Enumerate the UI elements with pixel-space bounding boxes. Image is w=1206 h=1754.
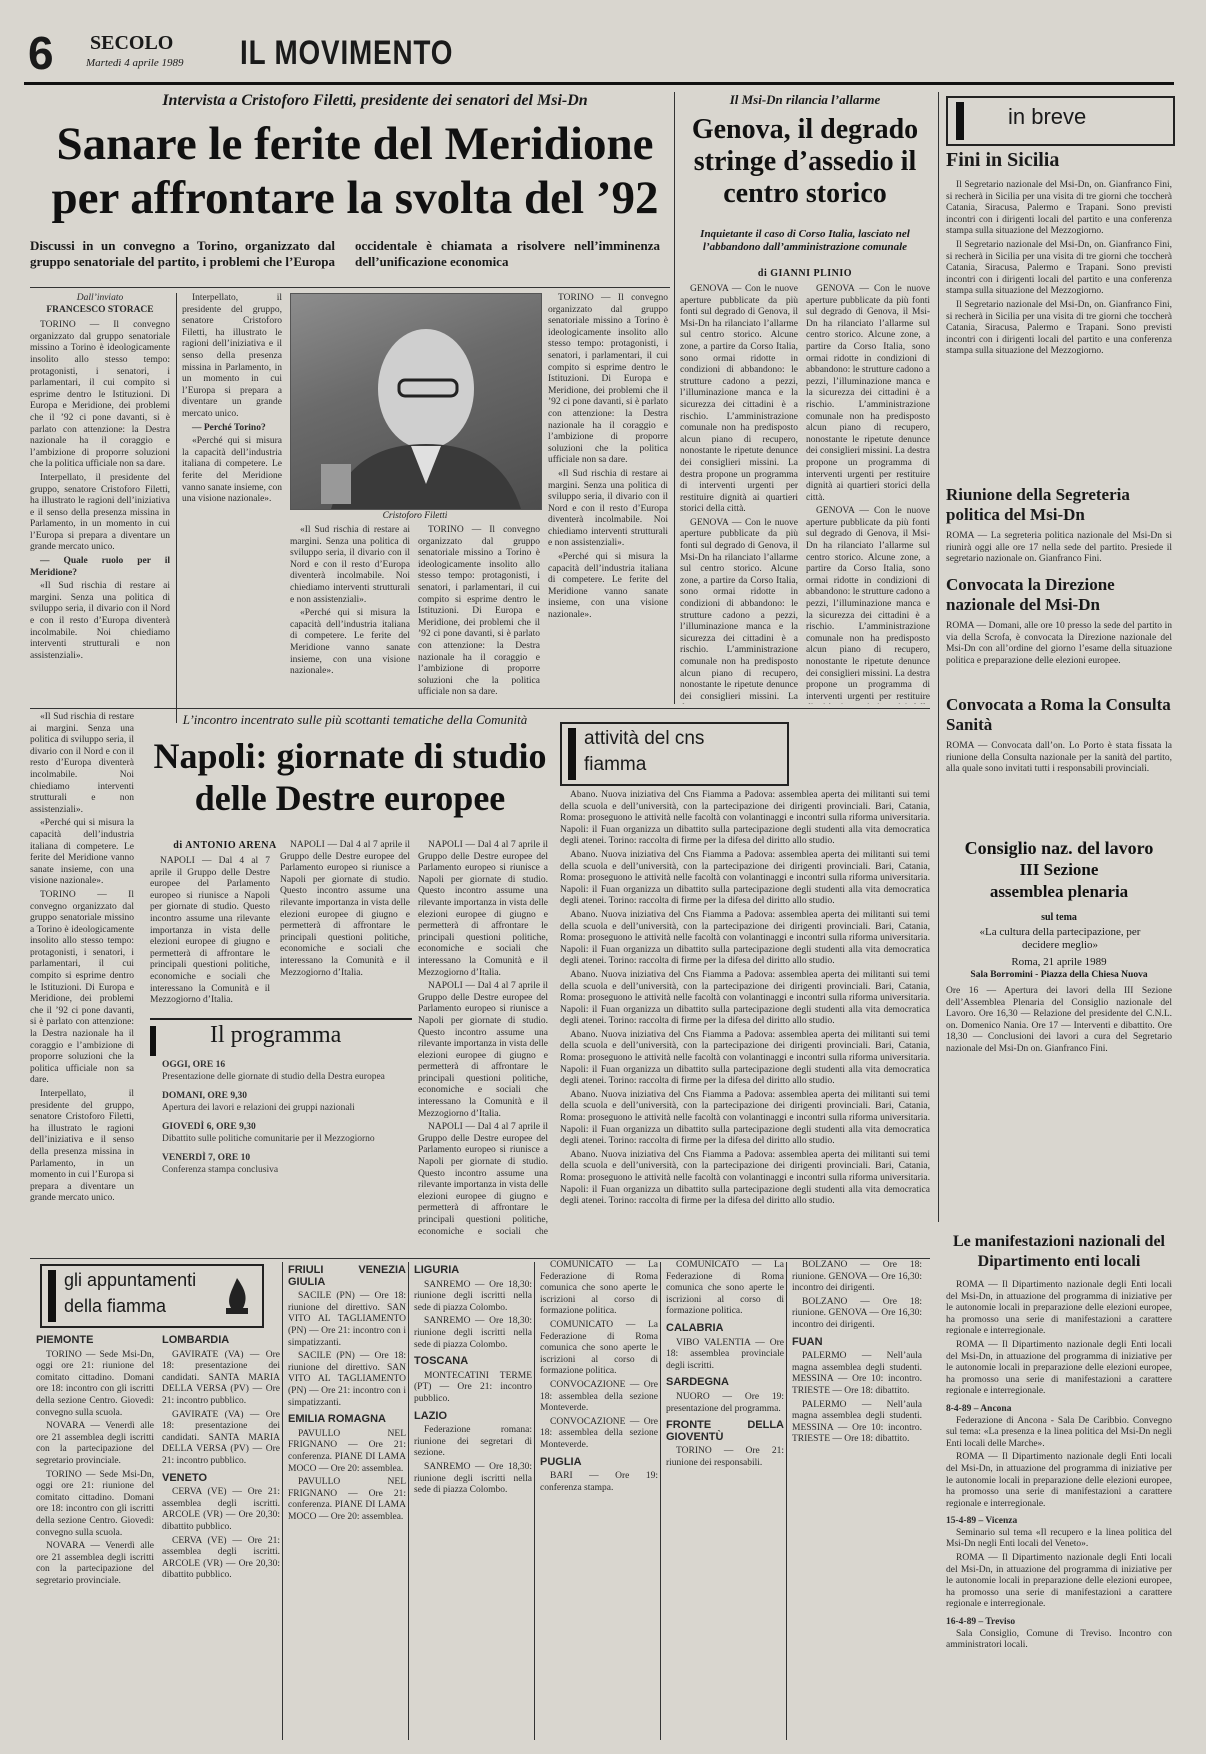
lead-column-5 [548,293,668,708]
lead-title-line1: Sanare le ferite del Meridione [56,118,654,170]
cns-body [560,790,930,1235]
appuntamento-text: MONTECATINI TERME (PT) — Ore 21: incontro pubblico. [414,1370,532,1404]
appuntamento-text: COMUNICATO — La Federazione di Roma comunica che sono aperte le iscrizioni al corso di formazione politica. [540,1260,658,1317]
lead-column-1 [30,293,170,723]
genova-kicker: Il Msi-Dn rilancia l’allarme [729,92,881,107]
region-heading: FRIULI VENEZIA GIULIA [288,1264,406,1288]
programma-title: Il programma [210,1022,342,1048]
inbreve-title-4: Convocata a Roma la Consulta Sanità [946,695,1171,734]
programma-line-3: DOMANI, ORE 9,30 [162,1091,247,1101]
region-heading: PIEMONTE [36,1334,94,1346]
napoli-text-2: NAPOLI — Dal 4 al 7 aprile il Gruppo delle Destre europee del Parlamento europeo si riunisce a Napoli per giornate di studio. Questo incontro assume una rilevante importanza in vista delle elezioni europee di giugno e permetterà di affrontare le principali questioni politiche, economiche e sociali che interessano la Comunità e il Mezzogiorno d’Italia. [280,840,410,978]
lead-byline-name: FRANCESCO STORACE [46,304,154,315]
region-heading: FUAN [792,1335,823,1348]
programma-line-7: VENERDÌ 7, ORE 10 [162,1153,251,1163]
appuntamento-text: PAVULLO NEL FRIGNANO — Ore 21: conferenza. PIANE DI LAMA MOCO — Ore 20: assemblea. [288,1477,406,1522]
enti-event3-text: Sala Consiglio, Comune di Treviso. Incontro con amministratori locali. [946,1628,1172,1651]
appuntamenti-col-5 [540,1260,658,1740]
appuntamento-text: CERVA (VE) — Ore 21: assemblea degli iscritti. ARCOLE (VR) — Ore 20,30: dibattito pubblico. [162,1487,280,1532]
region-heading: SARDEGNA [666,1376,729,1389]
section-divider [674,92,675,704]
inbreve-bar [956,102,964,140]
consiglio-body: Ore 16 — Apertura dei lavori della III Sezione dell’Assemblea Plenaria del Consiglio nazionale del Lavoro. Ore 16,30 — Relazione del presidente del C.N.L. on. Domenico Nania. Ore 17 — Interventi e dibattito. Ore 18,30 — Conclusioni dei lavori a cura del Segretario nazionale del Msi-Dn on. Gianfranco Fini. [946,986,1172,1054]
enti-body-4: ROMA — Il Dipartimento nazionale degli Enti locali del Msi-Dn, in attuazione del programma di iniziative per le autonomie locali in preparazione delle elezioni europee, ha promosso una serie di manifestazioni a carattere regionale e interregionale. [946,1553,1172,1610]
appuntamenti-col-rule [282,1262,283,1740]
appuntamenti-box [40,1264,264,1328]
inbreve-item-2 [946,485,1172,575]
genova-body-1 [680,284,798,704]
region-heading: PUGLIA [540,1455,582,1468]
consiglio-place: Sala Borromini - Piazza della Chiesa Nuova [970,970,1148,980]
cns-bar [568,728,576,780]
napoli-text-3: NAPOLI — Dal 4 al 7 aprile il Gruppo delle Destre europee del Parlamento europeo si riunisce a Napoli per giornate di studio. Questo incontro assume una rilevante importanza in vista delle elezioni europee di giugno e permetterà di affrontare le principali questioni politiche, economiche e sociali che interessano la Comunità e il Mezzogiorno d’Italia. [418,840,548,978]
appuntamento-text: BARI — Ore 19: conferenza stampa. [540,1471,658,1493]
appuntamenti-rule [30,1258,930,1259]
masthead-rule [24,82,1174,85]
programma-line-8: Conferenza stampa conclusiva [162,1164,279,1175]
inbreve-list [946,150,1172,810]
appuntamento-text: TORINO — Ore 21: riunione dei responsabili. [666,1446,784,1468]
region-heading: VENETO [162,1471,208,1484]
appuntamenti-col-7 [792,1260,922,1740]
col-divider [176,293,177,723]
inbreve-title-2: Riunione della Segreteria politica del Msi-Dn [946,485,1130,524]
genova-byline: di GIANNI PLINIO [757,268,853,279]
lead-title-line2: per affrontare la svolta del ’92 [51,172,659,224]
page-number: 6 [28,27,54,79]
appuntamento-text: PALERMO — Nell’aula magna assemblea degli studenti. MESSINA — Ore 10: incontro. TRIESTE — Ore 18: dibattito. [792,1351,922,1396]
appuntamenti-col-rule [534,1262,535,1740]
programma-box [150,1018,412,1235]
appuntamento-text: SACILE (PN) — Ore 18: riunione del direttivo. SAN VITO AL TAGLIAMENTO (PN) — Ore 21: incontro con i simpatizzanti. [288,1291,406,1348]
lead-body-3: «Il Sud rischia di restare ai margini. Senza una politica di sviluppo seria, il divario con il Nord e con il resto d’Europa diventerà incolmabile. Noi chiediamo interventi strutturali e non assistenziali». [30,581,170,661]
lead-deck: Discussi in un convegno a Torino, organizzato dal gruppo senatoriale del partito, i problemi che l’Europa occidentale è chiamata a risolvere nell’imminenza dell’unificazione economica [30,238,660,269]
inbreve-title-1: Fini in Sicilia [946,150,1060,171]
appuntamento-text: SANREMO — Ore 18,30: riunione degli iscritti nella sede di piazza Colombo. [414,1316,532,1350]
inbreve-title-3: Convocata la Direzione nazionale del Msi-Dn [946,575,1115,614]
appuntamento-text: PAVULLO NEL FRIGNANO — Ore 21: conferenza. PIANE DI LAMA MOCO — Ore 20: assemblea. [288,1428,406,1474]
cns-text-5: Abano. Nuova iniziativa del Cns Fiamma a Padova: assemblea aperta dei militanti sui temi della scuola e dell’università, con la partecipazione dei dirigenti provinciali. Bari, Catania, Roma: proseguono le attività nelle facoltà con volantinaggi e incontri sulla riforma universitaria. Napoli: il Fuan organizza un dibattito sulla partecipazione degli studenti alla vita democratica degli atenei. Torino: raccolta di firme per la difesa del diritto allo studio. [560,1029,930,1087]
inbreve-text-1a: Il Segretario nazionale del Msi-Dn, on. Gianfranco Fini, si recherà in Sicilia per una visita di tre giorni che toccherà Catania, Siracusa, Palermo e Trapani. Sono previsti incontri con i dirigenti locali del partito e una conferenza stampa sulla situazione del Mezzogiorno. [946,180,1172,237]
genova-deck: Inquietante il caso di Corso Italia, lasciato nel l’abbandono dall’amministrazione comunale [700,228,910,253]
enti-body: ROMA — Il Dipartimento nazionale degli Enti locali del Msi-Dn, in attuazione del programma di iniziative per le autonomie locali in preparazione delle elezioni europee, ha promosso una serie di manifestazioni a carattere regionale e interregionale. [946,1280,1172,1337]
enti-event1-text: Federazione di Ancona - Sala De Caribbio. Convegno sul tema: «La presenza e la linea politica del Msi-Dn negli Enti locali delle Marche». [946,1415,1172,1449]
lead-column-3 [290,525,410,710]
programma-list [162,1060,407,1176]
appuntamento-text: NOVARA — Venerdì alle ore 21 assemblea degli iscritti con la partecipazione del segretario provinciale. [36,1541,154,1586]
napoli-left-text-3: TORINO — Il convegno organizzato dal gruppo senatoriale missino a Torino è ideologicamente insolito allo stesso tempo: protagonisti, i senatori, i parlamentari, il cui compito si esprime dentro le Istituzioni. Di Europa e Meridione, dei problemi che il ’92 ci pone davanti, si è parlato con attenzione: la Destra nazionale ha il coraggio e l’ambizione di proporre soluzioni che la politica ufficiale non sa dare. [30,889,134,1086]
napoli-text-3b: NAPOLI — Dal 4 al 7 aprile il Gruppo delle Destre europee del Parlamento europeo si riunisce a Napoli per giornate di studio. Questo incontro assume una rilevante importanza in vista delle elezioni europee di giugno e permetterà di affrontare le principali questioni politiche, economiche e sociali che interessano la Comunità e il Mezzogiorno d’Italia. [418,981,548,1119]
appuntamento-text: BOLZANO — Ore 18: riunione. GENOVA — Ore 16,30: incontro dei dirigenti. [792,1260,922,1294]
inbreve-box [946,96,1175,146]
genova-text-1: GENOVA — Con le nuove aperture pubblicate da più fonti sul degrado di Genova, il Msi-Dn ha rilanciato l’allarme sul centro storico. Alcune zone, a partire da Corso Italia, sono ormai ridotte in condizioni di abbandono: le strutture cadono a pezzi, l’illuminazione manca e la sicurezza dei cittadini è a rischio. L’amministrazione comunale non ha predisposto alcun piano di recupero, nonostante le ripetute denunce dei consiglieri missini. La destra propone un programma di interventi urgenti per restituire dignità ai quartieri storici della città. [680,284,798,515]
napoli-body-1 [150,856,270,1016]
genova-body-2 [806,284,930,704]
cns-text-4: Abano. Nuova iniziativa del Cns Fiamma a Padova: assemblea aperta dei militanti sui temi della scuola e dell’università, con la partecipazione dei dirigenti provinciali. Bari, Catania, Roma: proseguono le attività nelle facoltà con volantinaggi e incontri sulla riforma universitaria. Napoli: il Fuan organizza un dibattito sulla partecipazione degli studenti alla vita democratica degli atenei. Torino: raccolta di firme per la difesa del diritto allo studio. [560,969,930,1027]
right-divider [938,92,939,1222]
napoli-rule [30,708,930,709]
programma-line-6: Dibattito sulle politiche comunitarie per il Mezzogiorno [162,1133,375,1144]
inbreve-text-2: ROMA — La segreteria politica nazionale del Msi-Dn si riunirà oggi alle ore 17 nella sede del partito. Presiede il segretario nazionale on. Gianfranco Fini. [946,531,1172,565]
genova-text-2: GENOVA — Con le nuove aperture pubblicate da più fonti sul degrado di Genova, il Msi-Dn ha rilanciato l’allarme sul centro storico. Alcune zone, a partire da Corso Italia, sono ormai ridotte in condizioni di abbandono: le strutture cadono a pezzi, l’illuminazione manca e la sicurezza dei cittadini è a rischio. L’amministrazione comunale non ha predisposto alcun piano di recupero, nonostante le ripetute denunce dei consiglieri missini. La destra propone un programma di interventi urgenti per restituire dignità ai quartieri storici della città. [806,284,930,503]
inbreve-item-3 [946,575,1172,695]
appuntamenti-col-rule [786,1262,787,1740]
region-heading: FRONTE DELLA GIOVENTÙ [666,1419,784,1443]
appuntamenti-col-4 [414,1260,532,1740]
lead-column-2 [182,293,282,623]
region-heading: CALABRIA [666,1321,724,1334]
lead-body-3-col5: «Il Sud rischia di restare ai margini. Senza una politica di sviluppo seria, il divario con il Nord e con il resto d’Europa diventerà incolmabile. Noi chiediamo interventi strutturali e non assistenziali». [548,468,668,549]
programma-line-5: GIOVEDÌ 6, ORE 9,30 [162,1122,256,1132]
appuntamenti-col-3 [288,1260,406,1740]
portrait-photo [290,293,542,510]
inbreve-text-3: ROMA — Domani, alle ore 10 presso la sede del partito in via della Scrofa, è convocata la Direzione nazionale del Msi-Dn con all’ordine del giorno l’esame della situazione politica e preparazione delle elezioni europee. [946,621,1172,666]
region-heading: EMILIA ROMAGNA [288,1413,386,1426]
lead-body-1: TORINO — Il convegno organizzato dal gruppo senatoriale missino a Torino è ideologicamente insolito allo stesso tempo: protagonisti, i senatori, i parlamentari, il cui compito si esprime dentro le Istituzioni. Di Europa e Meridione, dei problemi che il ’92 ci pone davanti, si è parlato con attenzione: la Destra nazionale ha il coraggio e l’ambizione di proporre soluzioni che la politica ufficiale non sa dare. [30,320,170,470]
enti-event2-text: Seminario sul tema «Il recupero e la linea politica del Msi-Dn negli Enti locali del Veneto». [946,1527,1172,1550]
inbreve-item-4 [946,695,1172,810]
napoli-body-3 [418,840,548,1235]
enti-event2-head: 15-4-89 – Vicenza [946,1516,1018,1527]
enti-column [946,1280,1172,1740]
appuntamenti-label-2: della fiamma [64,1296,167,1316]
appuntamento-text: PALERMO — Nell’aula magna assemblea degli studenti. MESSINA — Ore 10: incontro. TRIESTE — Ore 18: dibattito. [792,1399,922,1445]
cns-text-1: Abano. Nuova iniziativa del Cns Fiamma a Padova: assemblea aperta dei militanti sui temi della scuola e dell’università, con la partecipazione dei dirigenti provinciali. Bari, Catania, Roma: proseguono le attività nelle facoltà con volantinaggi e incontri sulla riforma universitaria. Napoli: il Fuan organizza un dibattito sulla partecipazione degli studenti alla vita democratica degli atenei. Torino: raccolta di firme per la difesa del diritto allo studio. [560,790,930,847]
napoli-left-text-4: Interpellato, il presidente del gruppo, senatore Cristoforo Filetti, ha illustrato le ragioni dell’iniziativa e il senso della presenza missina in Parlamento, in un momento in cui l’Europa si prepara a diventare un grande mercato unico. [30,1089,134,1204]
appuntamento-text: NUORO — Ore 19: presentazione del programma. [666,1391,784,1414]
inbreve-text-1c: Il Segretario nazionale del Msi-Dn, on. Gianfranco Fini, si recherà in Sicilia per una visita di tre giorni che toccherà Catania, Siracusa, Palermo e Trapani. Sono previsti incontri con i dirigenti locali del partito e una conferenza stampa sulla situazione del Mezzogiorno. [946,299,1172,357]
consiglio-date: Roma, 21 aprile 1989 [1011,956,1107,968]
lead-deck-rule [30,287,670,288]
appuntamenti-col-2 [162,1330,280,1740]
appuntamenti-label-1: gli appuntamenti [64,1270,197,1290]
appuntamento-text: GAVIRATE (VA) — Ore 18: presentazione dei candidati. SANTA MARIA DELLA VERSA (PV) — Ore 21: incontro pubblico. [162,1349,280,1406]
napoli-byline: di ANTONIO ARENA [173,840,277,851]
appuntamento-text: CONVOCAZIONE — Ore 18: assemblea della sezione Monteverde. [540,1379,658,1414]
inbreve-text-4: ROMA — Convocata dall’on. Lo Porto è stata fissata la riunione della Consulta nazionale per la sanità del partito, alla quale sono invitati tutti i responsabili provinciali. [946,741,1172,775]
appuntamento-text: TORINO — Sede Msi-Dn, oggi ore 21: riunione del comitato cittadino. Domani ore 18: incontro con gli iscritti della sezione Centro. Giovedì: convegno sulla scuola. [36,1469,154,1538]
cns-text-3: Abano. Nuova iniziativa del Cns Fiamma a Padova: assemblea aperta dei militanti sui temi della scuola e dell’università, con la partecipazione dei dirigenti provinciali. Bari, Catania, Roma: proseguono le attività nelle facoltà con volantinaggi e incontri sulla riforma universitaria. Napoli: il Fuan organizza un dibattito sulla partecipazione degli studenti alla vita democratica degli atenei. Torino: raccolta di firme per la difesa del diritto allo studio. [560,909,930,967]
portrait-figure [291,294,541,509]
napoli-body-2 [280,840,410,1016]
programma-line-1: OGGI, ORE 16 [162,1060,226,1070]
appuntamento-text: VIBO VALENTIA — Ore 18: assemblea provinciale degli iscritti. [666,1337,784,1371]
lead-body-4-col5: «Perché qui si misura la capacità dell’industria italiana di competere. Le ferite del Meridione vanno sanate insieme, con una visione nazionale». [548,552,668,621]
lead-question-1: — Quale ruolo per il Meridione? [30,556,170,578]
lead-body-4-cont: «Perché qui si misura la capacità dell’industria italiana di competere. Le ferite del Meridione vanno sanate insieme, con una visione nazionale». [290,608,410,677]
programma-line-4: Apertura dei lavori e relazioni dei gruppi nazionali [162,1102,355,1113]
enti-event3-head: 16-4-89 – Treviso [946,1617,1016,1628]
region-heading: TOSCANA [414,1355,469,1368]
enti-body-2: ROMA — Il Dipartimento nazionale degli Enti locali del Msi-Dn, in attuazione del programma di iniziative per le autonomie locali in preparazione delle elezioni europee, ha promosso una serie di manifestazioni a carattere regionale e interregionale. [946,1339,1172,1397]
appuntamento-text: COMUNICATO — La Federazione di Roma comunica che sono aperte le iscrizioni al corso di formazione politica. [540,1319,658,1377]
napoli-text-3c: NAPOLI — Dal 4 al 7 aprile il Gruppo delle Destre europee del Parlamento europeo si riunisce a Napoli per giornate di studio. Questo incontro assume una rilevante importanza in vista delle elezioni europee di giugno e permetterà di affrontare le principali questioni politiche, economiche e sociali che [418,1122,548,1235]
lead-body-2-cont: Interpellato, il presidente del gruppo, senatore Cristoforo Filetti, ha illustrato le ragioni dell’iniziativa e il senso della presenza missina in Parlamento, in un momento in cui l’Europa si prepara a diventare un grande mercato unico. [182,293,282,419]
appuntamenti-col-1 [36,1330,154,1740]
cns-box [560,722,789,786]
appuntamento-text: GAVIRATE (VA) — Ore 18: presentazione dei candidati. SANTA MARIA DELLA VERSA (PV) — Ore 21: incontro pubblico. [162,1409,280,1466]
cns-text-6: Abano. Nuova iniziativa del Cns Fiamma a Padova: assemblea aperta dei militanti sui temi della scuola e dell’università, con la partecipazione dei dirigenti provinciali. Bari, Catania, Roma: proseguono le attività nelle facoltà con volantinaggi e incontri sulla riforma universitaria. Napoli: il Fuan organizza un dibattito sulla partecipazione degli studenti alla vita democratica degli atenei. Torino: raccolta di firme per la difesa del diritto allo studio. [560,1089,930,1147]
consiglio-tema-label: sul tema [1041,912,1077,923]
lead-column-4 [418,525,540,710]
enti-title: Le manifestazioni nazionali del Dipartimento enti locali [953,1233,1165,1270]
napoli-text-1: NAPOLI — Dal 4 al 7 aprile il Gruppo delle Destre europee del Parlamento europeo si riunisce a Napoli per giornate di studio. Questo incontro assume una rilevante importanza in vista delle elezioni europee di giugno e permetterà di affrontare le principali questioni politiche, economiche e sociali che interessano la Comunità e il Mezzogiorno d’Italia. [150,856,270,1006]
cns-text-7: Abano. Nuova iniziativa del Cns Fiamma a Padova: assemblea aperta dei militanti sui temi della scuola e dell’università, con la partecipazione dei dirigenti provinciali. Bari, Catania, Roma: proseguono le attività nelle facoltà con volantinaggi e incontri sulla riforma universitaria. Napoli: il Fuan organizza un dibattito sulla partecipazione degli studenti alla vita democratica degli atenei. Torino: raccolta di firme per la difesa del diritto allo studio. [560,1149,930,1207]
lead-byline-label: Dall’inviato [76,293,124,303]
consiglio-title-1: Consiglio naz. del lavoro [964,838,1154,858]
lead-body-4: «Perché qui si misura la capacità dell’industria italiana di competere. Le ferite del Meridione vanno sanate insieme, con una visione nazionale». [182,436,282,505]
enti-event1-head: 8-4-89 – Ancona [946,1403,1012,1414]
appuntamento-text: SACILE (PN) — Ore 18: riunione del direttivo. SAN VITO AL TAGLIAMENTO (PN) — Ore 21: incontro con i simpatizzanti. [288,1351,406,1408]
napoli-title-2: delle Destre europee [194,778,506,818]
appuntamenti-col-rule [660,1262,661,1740]
lead-body-2: Interpellato, il presidente del gruppo, senatore Cristoforo Filetti, ha illustrato le ragioni dell’iniziativa e il senso della presenza missina in Parlamento, in un momento in cui l’Europa si prepara a diventare un grande mercato unico. [30,472,170,553]
programma-bar [150,1026,156,1056]
appuntamento-text: SANREMO — Ore 18,30: riunione degli iscritti nella sede di piazza Colombo. [414,1279,532,1313]
consiglio-title-2: III Sezione [1019,860,1099,879]
appuntamento-text: CERVA (VE) — Ore 21: assemblea degli iscritti. ARCOLE (VR) — Ore 20,30: dibattito pubblico. [162,1535,280,1581]
inbreve-label: in breve [1008,104,1087,129]
appuntamento-text: Federazione romana: riunione dei segretari di sezione. [414,1425,532,1459]
region-heading: LAZIO [414,1409,447,1422]
napoli-left-text-1: «Il Sud rischia di restare ai margini. Senza una politica di sviluppo seria, il divario con il Nord e con il resto d’Europa diventerà incolmabile. Noi chiediamo interventi strutturali e non assistenziali». [30,712,134,815]
photo-caption: Cristoforo Filetti [382,511,448,521]
issue-date: Martedì 4 aprile 1989 [86,57,184,69]
appuntamenti-bar [48,1270,56,1322]
napoli-left-column [30,712,134,1237]
appuntamento-text: NOVARA — Venerdì alle ore 21 assemblea degli iscritti con la partecipazione del segretario provinciale. [36,1421,154,1466]
lead-body-1-cont: TORINO — Il convegno organizzato dal gruppo senatoriale missino a Torino è ideologicamente insolito allo stesso tempo: protagonisti, i senatori, i parlamentari, il cui compito si esprime dentro le Istituzioni. Di Europa e Meridione, dei problemi che il ’92 ci pone davanti, si è parlato con attenzione: la Destra nazionale ha il coraggio e l’ambizione di proporre soluzioni che la politica ufficiale non sa dare. [418,525,540,698]
cns-label-2: fiamma [584,754,647,775]
appuntamento-text: CONVOCAZIONE — Ore 18: assemblea della sezione Monteverde. [540,1416,658,1450]
appuntamento-text: SANREMO — Ore 18,30: riunione degli iscritti nella sede di piazza Colombo. [414,1461,532,1496]
lead-kicker: Intervista a Cristoforo Filetti, presidente dei senatori del Msi-Dn [162,92,588,109]
lead-body-3-cont: «Il Sud rischia di restare ai margini. Senza una politica di sviluppo seria, il divario con il Nord e con il resto d’Europa diventerà incolmabile. Noi chiediamo interventi strutturali e non assistenziali». [290,525,410,605]
cns-text-2: Abano. Nuova iniziativa del Cns Fiamma a Padova: assemblea aperta dei militanti sui temi della scuola e dell’università, con la partecipazione dei dirigenti provinciali. Bari, Catania, Roma: proseguono le attività nelle facoltà con volantinaggi e incontri sulla riforma universitaria. Napoli: il Fuan organizza un dibattito sulla partecipazione degli studenti alla vita democratica degli atenei. Torino: raccolta di firme per la difesa del diritto allo studio. [560,849,930,907]
region-heading: LOMBARDIA [162,1334,230,1346]
inbreve-text-1 [946,180,1172,480]
napoli-kicker: L’incontro incentrato sulle più scottanti tematiche della Comunità [182,712,528,727]
inbreve-item-1 [946,150,1172,485]
genova-text-2b: GENOVA — Con le nuove aperture pubblicate da più fonti sul degrado di Genova, il Msi-Dn ha rilanciato l’allarme sul centro storico. Alcune zone, a partire da Corso Italia, sono ormai ridotte in condizioni di abbandono: le strutture cadono a pezzi, l’illuminazione manca e la sicurezza dei cittadini è a rischio. L’amministrazione comunale non ha predisposto alcun piano di recupero, nonostante le ripetute denunce dei consiglieri missini. La destra propone un programma di interventi urgenti per restituire [806,506,930,702]
appuntamenti-col-6 [666,1260,784,1740]
inbreve-text-1b: Il Segretario nazionale del Msi-Dn, on. Gianfranco Fini, si recherà in Sicilia per una visita di tre giorni che toccherà Catania, Siracusa, Palermo e Trapani. Sono previsti incontri con i dirigenti locali del partito e una conferenza stampa sulla situazione del Mezzogiorno. [946,239,1172,297]
lead-body-1-col5: TORINO — Il convegno organizzato dal gruppo senatoriale missino a Torino è ideologicamente insolito allo stesso tempo: protagonisti, i senatori, i parlamentari, il cui compito si esprime dentro le Istituzioni. Di Europa e Meridione, dei problemi che il ’92 ci pone davanti, si è parlato con attenzione: la Destra nazionale ha il coraggio e l’ambizione di proporre soluzioni che la politica ufficiale non sa dare. [548,293,668,466]
enti-body-3: ROMA — Il Dipartimento nazionale degli Enti locali del Msi-Dn, in attuazione del programma di iniziative per le autonomie locali in preparazione delle elezioni europee, ha promosso una serie di manifestazioni a carattere regionale e interregionale. [946,1452,1172,1509]
cns-label-1: attività del cns [584,728,705,749]
programma-line-2: Presentazione delle giornate di studio della Destra europea [162,1071,385,1082]
lead-question-2: — Perché Torino? [192,422,266,433]
appuntamenti-col-rule [408,1262,409,1740]
appuntamento-text: BOLZANO — Ore 18: riunione. GENOVA — Ore 16,30: incontro dei dirigenti. [792,1296,922,1330]
section-title: IL MOVIMENTO [240,34,454,72]
region-heading: LIGURIA [414,1264,460,1276]
consiglio-tema: «La cultura della partecipazione, per decidere meglio» [979,926,1141,951]
genova-title: Genova, il degrado stringe d’assedio il centro storico [691,114,919,209]
genova-text-1b: GENOVA — Con le nuove aperture pubblicate da più fonti sul degrado di Genova, il Msi-Dn ha rilanciato l’allarme sul centro storico. Alcune zone, a partire da Corso Italia, sono ormai ridotte in condizioni di abbandono: le strutture cadono a pezzi, l’illuminazione manca e la sicurezza dei cittadini è a rischio. L’amministrazione comunale non ha predisposto alcun piano di recupero, nonostante le ripetute denunce dei consiglieri missini. La [680,517,798,702]
napoli-left-text-2: «Perché qui si misura la capacità dell’industria italiana di competere. Le ferite del Meridione vanno sanate insieme, con una visione nazionale». [30,818,134,887]
appuntamento-text: TORINO — Sede Msi-Dn, oggi ore 21: riunione del comitato cittadino. Domani ore 18: incontro con gli iscritti della sezione Centro. Giovedì: convegno sulla scuola. [36,1349,154,1418]
appuntamento-text: COMUNICATO — La Federazione di Roma comunica che sono aperte le iscrizioni al corso di formazione politica. [666,1260,784,1317]
flame-logo-icon [222,1276,252,1316]
napoli-title-1: Napoli: giornate di studio [153,736,547,776]
paper-name: SECOLO [90,32,174,54]
consiglio-title-3: assemblea plenaria [989,882,1129,901]
